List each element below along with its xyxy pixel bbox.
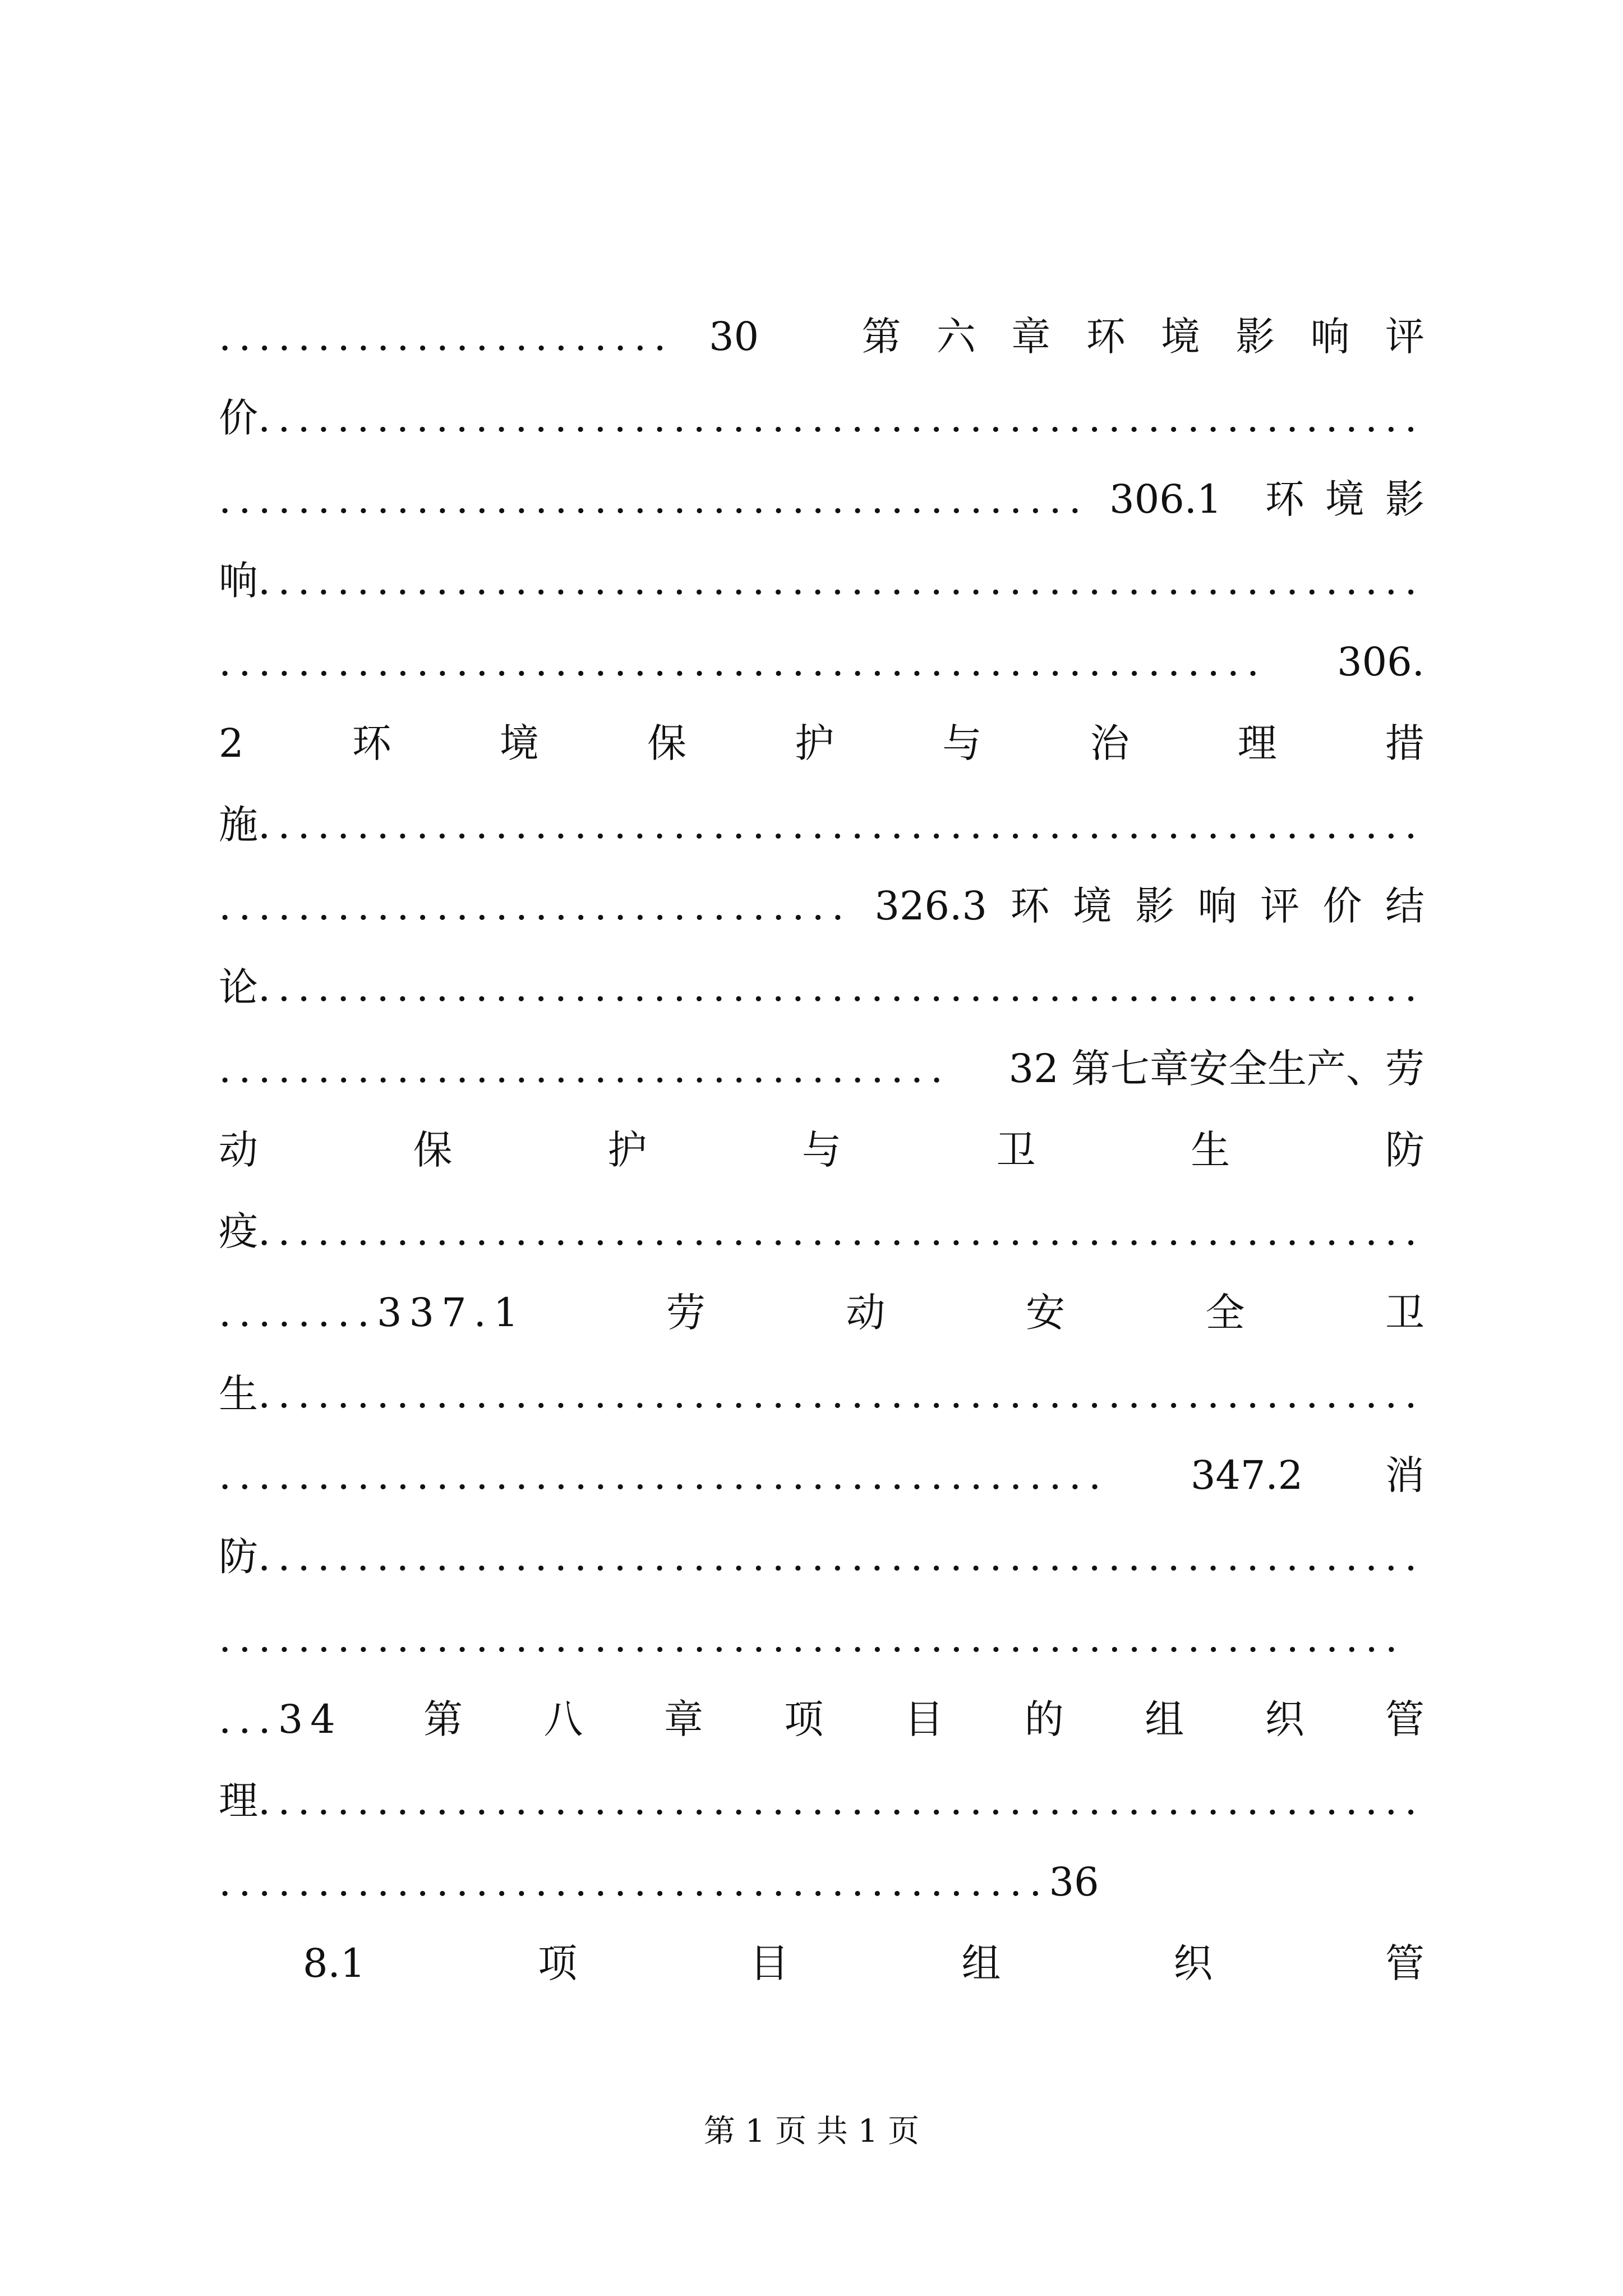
toc-char: 织 — [1173, 1940, 1213, 1986]
toc-leader-dots: ........................................................... — [258, 964, 1424, 1010]
toc-line — [219, 1688, 1424, 1750]
toc-char: 第 — [423, 1696, 463, 1742]
toc-char: 环 — [1265, 476, 1304, 522]
toc-char: 响 — [1310, 314, 1350, 360]
toc-char: 消 — [1385, 1452, 1424, 1498]
toc-char: 织 — [1265, 1696, 1304, 1742]
toc-char: 卫 — [996, 1127, 1036, 1173]
toc-char: 与 — [801, 1127, 841, 1173]
toc-leader-dots: ........................................................... — [258, 1778, 1424, 1824]
toc-char: 组 — [1145, 1696, 1184, 1742]
toc-char: 结 — [1385, 883, 1424, 929]
toc-char: 评 — [1260, 883, 1300, 929]
toc-line — [219, 956, 1424, 1018]
toc-char: 影 — [1385, 476, 1424, 522]
toc-char: 环 — [1086, 314, 1126, 360]
toc-line — [219, 1119, 1424, 1181]
toc-leader-dots: ........................................................... — [258, 1371, 1424, 1417]
toc-char: 环 — [1010, 883, 1050, 929]
toc-line — [219, 1038, 1424, 1099]
toc-line — [219, 794, 1424, 855]
toc-line — [219, 550, 1424, 611]
toc-section-number: 306. — [1337, 639, 1424, 685]
toc-char: 境 — [1325, 476, 1364, 522]
toc-entry-text: 理 — [219, 1778, 258, 1824]
toc-line — [219, 1526, 1424, 1588]
toc-leader-dots: ........................................................... — [258, 1208, 1424, 1254]
toc-leader-dots: ................................ — [219, 883, 852, 929]
toc-leader-dots: ............................................................ — [219, 1615, 1405, 1661]
toc-leader-dots: ....................... — [219, 314, 674, 360]
toc-leader-dots: ........................................................... — [258, 1534, 1424, 1580]
toc-page-number: 36 — [1049, 1859, 1099, 1905]
toc-char: 理 — [1237, 720, 1277, 766]
toc-line — [303, 1932, 1424, 1994]
toc-char: 章 — [1011, 314, 1051, 360]
toc-char: 保 — [647, 720, 687, 766]
toc-char: 目 — [904, 1696, 944, 1742]
toc-leader-dots: ........................................................... — [258, 395, 1424, 441]
toc-leader-dots: ........................................................... — [258, 802, 1424, 848]
toc-line — [219, 468, 1424, 530]
toc-char: 响 — [1197, 883, 1237, 929]
toc-char: 动 — [846, 1290, 886, 1336]
toc-line — [219, 1444, 1424, 1506]
toc-entry-text: 价 — [219, 395, 258, 441]
toc-leader-dots: .......................................... — [219, 1859, 1049, 1905]
toc-section-number: 347.2 — [1190, 1452, 1303, 1498]
toc-char: 保 — [413, 1127, 453, 1173]
toc-leader-dots: ............................................ — [219, 476, 1089, 522]
toc-section-number: 326.3 — [874, 883, 987, 929]
toc-char: 影 — [1135, 883, 1175, 929]
toc-char: 防 — [1385, 1127, 1424, 1173]
toc-char: 卫 — [1385, 1290, 1424, 1336]
toc-entry-text: 疫 — [219, 1208, 258, 1254]
toc-section-number: ........337.1 — [219, 1290, 526, 1336]
toc-char: 境 — [499, 720, 539, 766]
toc-entry-text: 生 — [219, 1371, 258, 1417]
toc-page-number: ...34 — [219, 1696, 343, 1742]
toc-entry-text: 响 — [219, 558, 258, 604]
toc-char: 境 — [1160, 314, 1200, 360]
toc-char: 第 — [861, 314, 901, 360]
toc-char: 动 — [219, 1127, 258, 1173]
toc-char: 目 — [749, 1940, 789, 1986]
toc-char: 组 — [961, 1940, 1001, 1986]
toc-char: 2 — [219, 720, 244, 766]
toc-char: 章 — [663, 1696, 703, 1742]
toc-line — [219, 306, 1424, 367]
toc-line — [219, 1363, 1424, 1425]
toc-section-number: 306.1 — [1109, 476, 1222, 522]
toc-char: 生 — [1191, 1127, 1230, 1173]
page-footer: 第 1 页 共 1 页 — [703, 2113, 920, 2150]
toc-page-number: 30 — [709, 314, 759, 360]
toc-line — [219, 1770, 1424, 1832]
toc-char: 护 — [607, 1127, 647, 1173]
toc-char: 劳 — [666, 1290, 706, 1336]
toc-leader-dots: ............................................. — [219, 1452, 1109, 1498]
toc-char: 管 — [1385, 1940, 1424, 1986]
toc-char: 评 — [1385, 314, 1424, 360]
toc-line — [219, 1282, 1424, 1343]
toc-char: 价 — [1322, 883, 1362, 929]
toc-entry-text: 32 第七章安全生产、劳 — [1008, 1046, 1424, 1092]
toc-leader-dots: ........................................................... — [258, 558, 1424, 604]
toc-char: 的 — [1024, 1696, 1064, 1742]
toc-char: 措 — [1385, 720, 1424, 766]
toc-line — [219, 1607, 1424, 1669]
toc-leader-dots: ..................................................... — [219, 639, 1267, 685]
toc-char: 项 — [784, 1696, 824, 1742]
toc-line — [219, 387, 1424, 449]
toc-entry-text: 防 — [219, 1534, 258, 1580]
toc-line — [219, 712, 1424, 774]
toc-char: 六 — [936, 314, 976, 360]
toc-entry-text: 论 — [219, 964, 258, 1010]
toc-char: 安 — [1025, 1290, 1065, 1336]
toc-entry-text: 施 — [219, 802, 258, 848]
toc-line — [219, 1200, 1424, 1262]
toc-line — [219, 631, 1424, 693]
toc-char: 项 — [538, 1940, 578, 1986]
toc-char: 环 — [352, 720, 391, 766]
toc-line — [219, 875, 1424, 937]
toc-char: 境 — [1072, 883, 1112, 929]
toc-char: 治 — [1090, 720, 1129, 766]
toc-char: 影 — [1235, 314, 1275, 360]
toc-char: 与 — [942, 720, 982, 766]
toc-line — [219, 1851, 1424, 1913]
toc-char: 全 — [1205, 1290, 1245, 1336]
toc-char: 管 — [1385, 1696, 1424, 1742]
toc-leader-dots: ..................................... — [219, 1046, 951, 1092]
toc-char: 护 — [795, 720, 834, 766]
toc-section-number: 8.1 — [303, 1940, 366, 1986]
toc-char: 八 — [543, 1696, 583, 1742]
